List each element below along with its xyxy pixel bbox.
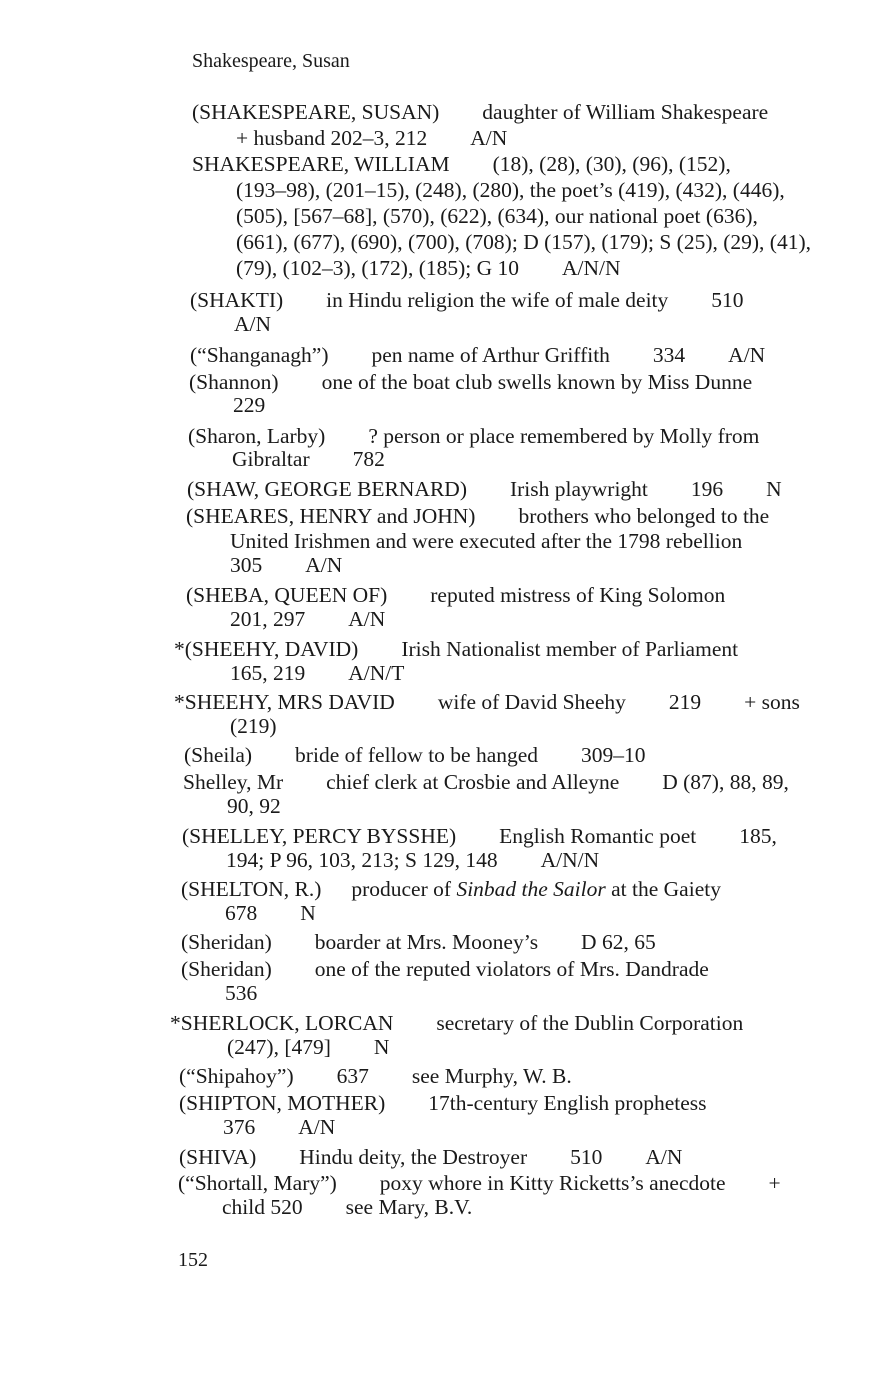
entry-line: 194; P 96, 103, 213; S 129, 148 A/N/N [226,848,600,872]
entry-line: child 520 see Mary, B.V. [222,1195,473,1219]
entry-line: (505), [567–68], (570), (622), (634), our national poet (636), [236,204,758,228]
entry-line: (Shannon) one of the boat club swells known by Miss Dunne [189,370,753,394]
entry-line: A/N [234,312,272,336]
entry-line: (79), (102–3), (172), (185); G 10 A/N/N [236,256,621,280]
entry-line: (SHIPTON, MOTHER) 17th-century English prophetess [179,1091,707,1115]
entry-line: (“Shanganagh”) pen name of Arthur Griffith 334 A/N [190,343,766,367]
entry-line: (SHAW, GEORGE BERNARD) Irish playwright 196 N [187,477,782,501]
entry-line: (193–98), (201–15), (248), (280), the poet’s (419), (432), (446), [236,178,785,202]
entry-line: + husband 202–3, 212 A/N [236,126,508,150]
entry-line: (“Shipahoy”) 637 see Murphy, W. B. [179,1064,572,1088]
entry-line: 376 A/N [223,1115,336,1139]
entry-line: Gibraltar 782 [232,447,385,471]
entry-line: (SHAKESPEARE, SUSAN) daughter of William Shakespeare [192,100,769,124]
entry-head: (SHELTON, R.) [181,877,322,901]
entry-line [181,876,721,902]
entry-line: 536 [225,981,258,1005]
entry-line: 165, 219 A/N/T [230,661,405,685]
entry-line: 305 A/N [230,553,343,577]
entry-line: *(SHEEHY, DAVID) Irish Nationalist member of Parliament [174,637,739,661]
entry-line: SHAKESPEARE, WILLIAM (18), (28), (30), (96), (152), [192,152,731,176]
entry-line: (661), (677), (690), (700), (708); D (157), (179); S (25), (29), (41), [236,230,811,254]
entry-line: 229 [233,393,266,417]
entry-line: (247), [479] N [227,1035,390,1059]
running-head: Shakespeare, Susan [192,50,350,72]
entry-line: (SHELLEY, PERCY BYSSHE) English Romantic poet 185, [182,824,777,848]
entry-line: 201, 297 A/N [230,607,386,631]
entry-line: (SHIVA) Hindu deity, the Destroyer 510 A/N [179,1145,683,1169]
entry-line: (Sheila) bride of fellow to be hanged 309–10 [184,743,646,767]
entry-line: (“Shortall, Mary”) poxy whore in Kitty Ricketts’s anecdote + [178,1171,781,1195]
entry-line: *SHERLOCK, LORCAN secretary of the Dublin Corporation [170,1011,744,1035]
entry-line: (SHEBA, QUEEN OF) reputed mistress of King Solomon [186,583,726,607]
entry-line: 678 N [225,901,316,925]
page-number: 152 [178,1249,208,1271]
entry-line: (SHEARES, HENRY and JOHN) brothers who belonged to the [186,504,770,528]
entry-line: (Sharon, Larby) ? person or place remembered by Molly from [188,424,760,448]
entry-line: (Sheridan) one of the reputed violators of Mrs. Dandrade [181,957,709,981]
entry-line: 90, 92 [227,794,281,818]
entry-line: United Irishmen and were executed after the 1798 rebellion [230,529,743,553]
entry-line: (219) [230,714,277,738]
entry-line: *SHEEHY, MRS DAVID wife of David Sheehy 219 + sons [174,690,800,714]
entry-gloss: producer of Sinbad the Sailor at the Gaiety [351,877,721,901]
entry-line: Shelley, Mr chief clerk at Crosbie and Alleyne D (87), 88, 89, [183,770,789,794]
entry-line: (Sheridan) boarder at Mrs. Mooney’s D 62, 65 [181,930,656,954]
entry-line: (SHAKTI) in Hindu religion the wife of male deity 510 [190,288,744,312]
